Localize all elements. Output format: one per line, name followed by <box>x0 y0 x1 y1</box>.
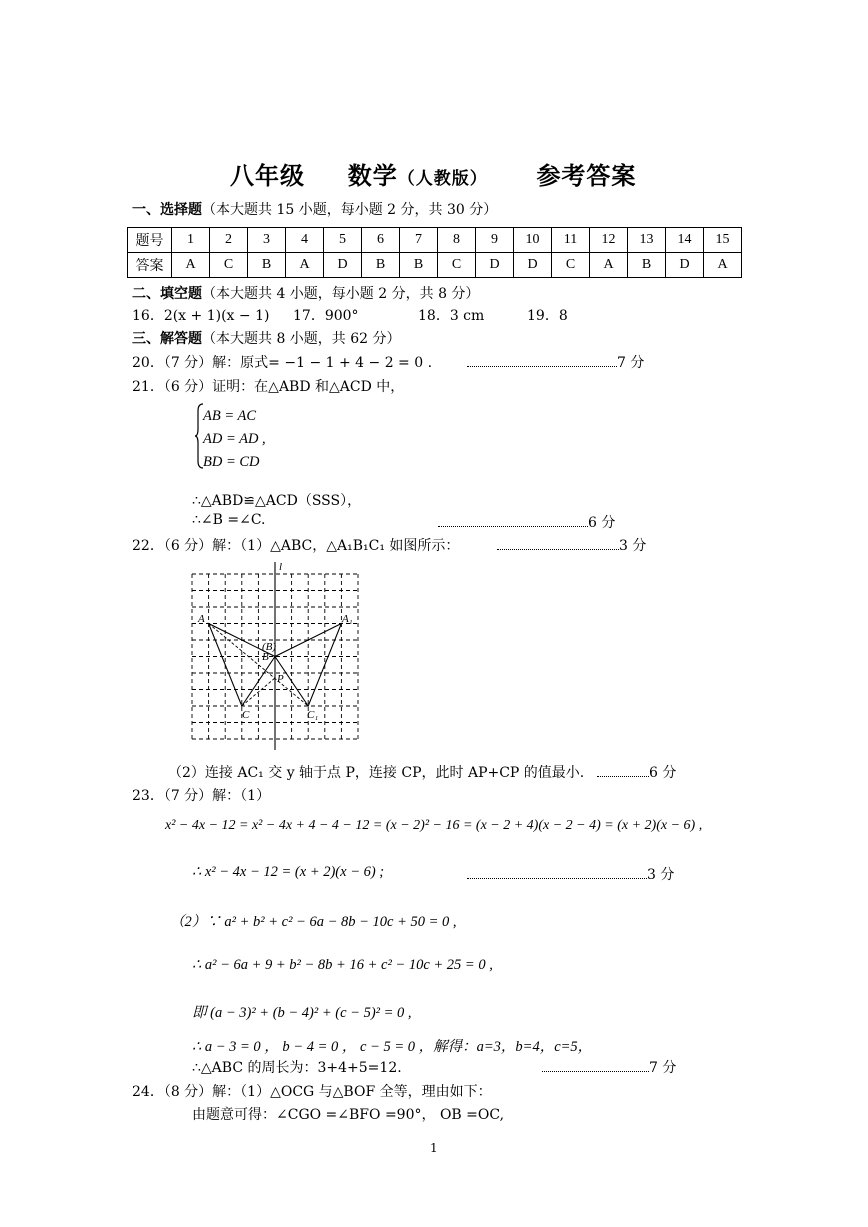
table-cell: 4 <box>286 228 324 253</box>
page-title <box>230 156 636 191</box>
q23-eq-4: ∴ a² − 6a + 9 + b² − 8b + 16 + c² − 10c + 25 = 0 , <box>192 957 493 973</box>
title-grade: 八年级 <box>230 161 305 190</box>
table-cell: 7 <box>400 228 438 253</box>
table-cell: B <box>362 253 400 278</box>
title-edition: （人教版） <box>397 169 488 189</box>
q21-system-line-2: AD = AD , <box>203 431 266 447</box>
q22-score-leader-1 <box>497 535 646 555</box>
q23-score-1: 3 分 <box>647 867 675 883</box>
q23-eq-1: x² − 4x − 12 = x² − 4x + 4 − 4 − 12 = (x − 2)² − 16 = (x − 2 + 4)(x − 2 − 4) = (x + 2)(x − 6) , <box>165 818 703 833</box>
table-cell: A <box>704 253 742 278</box>
table-cell: 1 <box>172 228 210 253</box>
table-cell: D <box>514 253 552 278</box>
q24-intro: 24．（8 分）解：（1）△OCG 与△BOF 全等，理由如下： <box>132 1084 492 1100</box>
label-l: l <box>279 561 283 573</box>
q23-intro: 23．（7 分）解：（1） <box>132 788 271 804</box>
section2-heading <box>132 283 479 303</box>
table-row <box>128 253 742 278</box>
q21-score-leader <box>438 512 615 532</box>
q21-score: 6 分 <box>588 515 616 531</box>
q21-system-line-1: AB = AC <box>203 408 257 424</box>
table-cell: 3 <box>248 228 286 253</box>
q21-intro: 21．（6 分）证明：在△ABD 和△ACD 中， <box>132 379 405 395</box>
label-b: B <box>262 651 269 663</box>
table-row <box>128 228 742 253</box>
q23-eq-2: ∴ x² − 4x − 12 = (x + 2)(x − 6) ; <box>192 864 385 880</box>
q22-part2: （2）连接 AC₁ 交 y 轴于点 P，连接 CP，此时 AP+CP 的值最小. <box>168 765 585 781</box>
table-cell: B <box>400 253 438 278</box>
q24-line-2: 由题意可得：∠CGO =∠BFO =90°， OB =OC, <box>192 1107 505 1123</box>
q23-score-leader-2 <box>542 1057 676 1077</box>
q21-conclusion-1: ∴△ABD≌△ACD（SSS）， <box>192 493 362 509</box>
table-cell: 11 <box>552 228 590 253</box>
section3-title: 三、解答题 <box>132 331 202 347</box>
q22-score-leader-2 <box>597 762 676 782</box>
table-cell: B <box>248 253 286 278</box>
table-cell: D <box>476 253 514 278</box>
q20-score-leader <box>467 352 644 372</box>
fill-answer-18: 18．3 cm <box>418 308 485 324</box>
table-cell: 5 <box>324 228 362 253</box>
label-a: A <box>198 613 205 625</box>
table-cell: A <box>286 253 324 278</box>
dotted-leader <box>467 866 647 879</box>
table-cell: C <box>210 253 248 278</box>
table-cell: 13 <box>628 228 666 253</box>
dotted-leader <box>438 514 588 527</box>
q22-score-1: 3 分 <box>619 538 647 554</box>
row-label-answer: 答案 <box>128 253 172 278</box>
section3-heading <box>132 328 401 348</box>
label-c: C <box>242 709 250 721</box>
page-number: 1 <box>430 1141 438 1155</box>
title-label: 参考答案 <box>536 161 637 190</box>
dotted-leader <box>497 537 619 550</box>
section3-note: （本大题共 8 小题，共 62 分） <box>202 331 401 347</box>
table-cell: B <box>628 253 666 278</box>
q23-eq-6: ∴ a − 3 = 0 ， b − 4 = 0 ， c − 5 = 0 ，解得：a=3，b=4，c=5， <box>192 1039 593 1055</box>
dotted-leader <box>542 1059 649 1072</box>
q23-eq-7: ∴△ABC 的周长为：3+4+5=12. <box>192 1060 402 1076</box>
dotted-leader <box>597 764 649 777</box>
q23-eq-5: 即 (a − 3)² + (b − 4)² + (c − 5)² = 0 , <box>192 1005 412 1021</box>
table-cell: C <box>552 253 590 278</box>
fill-answer-19: 19．8 <box>527 308 568 324</box>
q23-score-2: 7 分 <box>649 1060 677 1076</box>
title-subject: 数学 <box>347 161 398 190</box>
q20-score: 7 分 <box>617 355 645 371</box>
section1-title: 一、选择题 <box>132 202 202 218</box>
label-c1: C₁ <box>307 709 319 721</box>
section1-heading <box>132 199 497 219</box>
q23-score-leader-1 <box>467 864 674 884</box>
table-cell: 9 <box>476 228 514 253</box>
label-p: P <box>277 673 284 685</box>
label-b1: (B) <box>262 641 277 653</box>
table-cell: A <box>172 253 210 278</box>
q22-intro: 22．（6 分）解：（1）△ABC，△A₁B₁C₁ 如图所示： <box>132 538 460 554</box>
table-cell: 12 <box>590 228 628 253</box>
table-cell: 10 <box>514 228 552 253</box>
table-cell: C <box>438 253 476 278</box>
q22-score-2: 6 分 <box>649 765 677 781</box>
table-cell: A <box>590 253 628 278</box>
table-cell: D <box>666 253 704 278</box>
q21-system-line-3: BD = CD <box>203 454 260 470</box>
row-label-question: 题号 <box>128 228 172 253</box>
table-cell: 14 <box>666 228 704 253</box>
table-cell: 2 <box>210 228 248 253</box>
section1-note: （本大题共 15 小题，每小题 2 分，共 30 分） <box>202 202 498 218</box>
q20-text: 20．（7 分）解：原式= −1 − 1 + 4 − 2 = 0 . <box>132 355 433 371</box>
table-cell: 15 <box>704 228 742 253</box>
table-cell: D <box>324 253 362 278</box>
answer-table <box>127 227 742 278</box>
q21-conclusion-2: ∴∠B =∠C. <box>192 512 266 528</box>
q23-eq-3: （2）∵ a² + b² + c² − 6a − 8b − 10c + 50 = 0 , <box>170 914 457 930</box>
section2-title: 二、填空题 <box>132 286 202 302</box>
table-cell: 6 <box>362 228 400 253</box>
dotted-leader <box>467 354 617 367</box>
table-cell: 8 <box>438 228 476 253</box>
section2-note: （本大题共 4 小题，每小题 2 分，共 8 分） <box>202 286 480 302</box>
label-a1: A₁ <box>342 613 353 625</box>
fill-answer-17: 17．900° <box>293 308 359 324</box>
fill-answer-16: 16．2(x + 1)(x − 1) <box>132 308 270 324</box>
grid-figure <box>186 560 366 752</box>
